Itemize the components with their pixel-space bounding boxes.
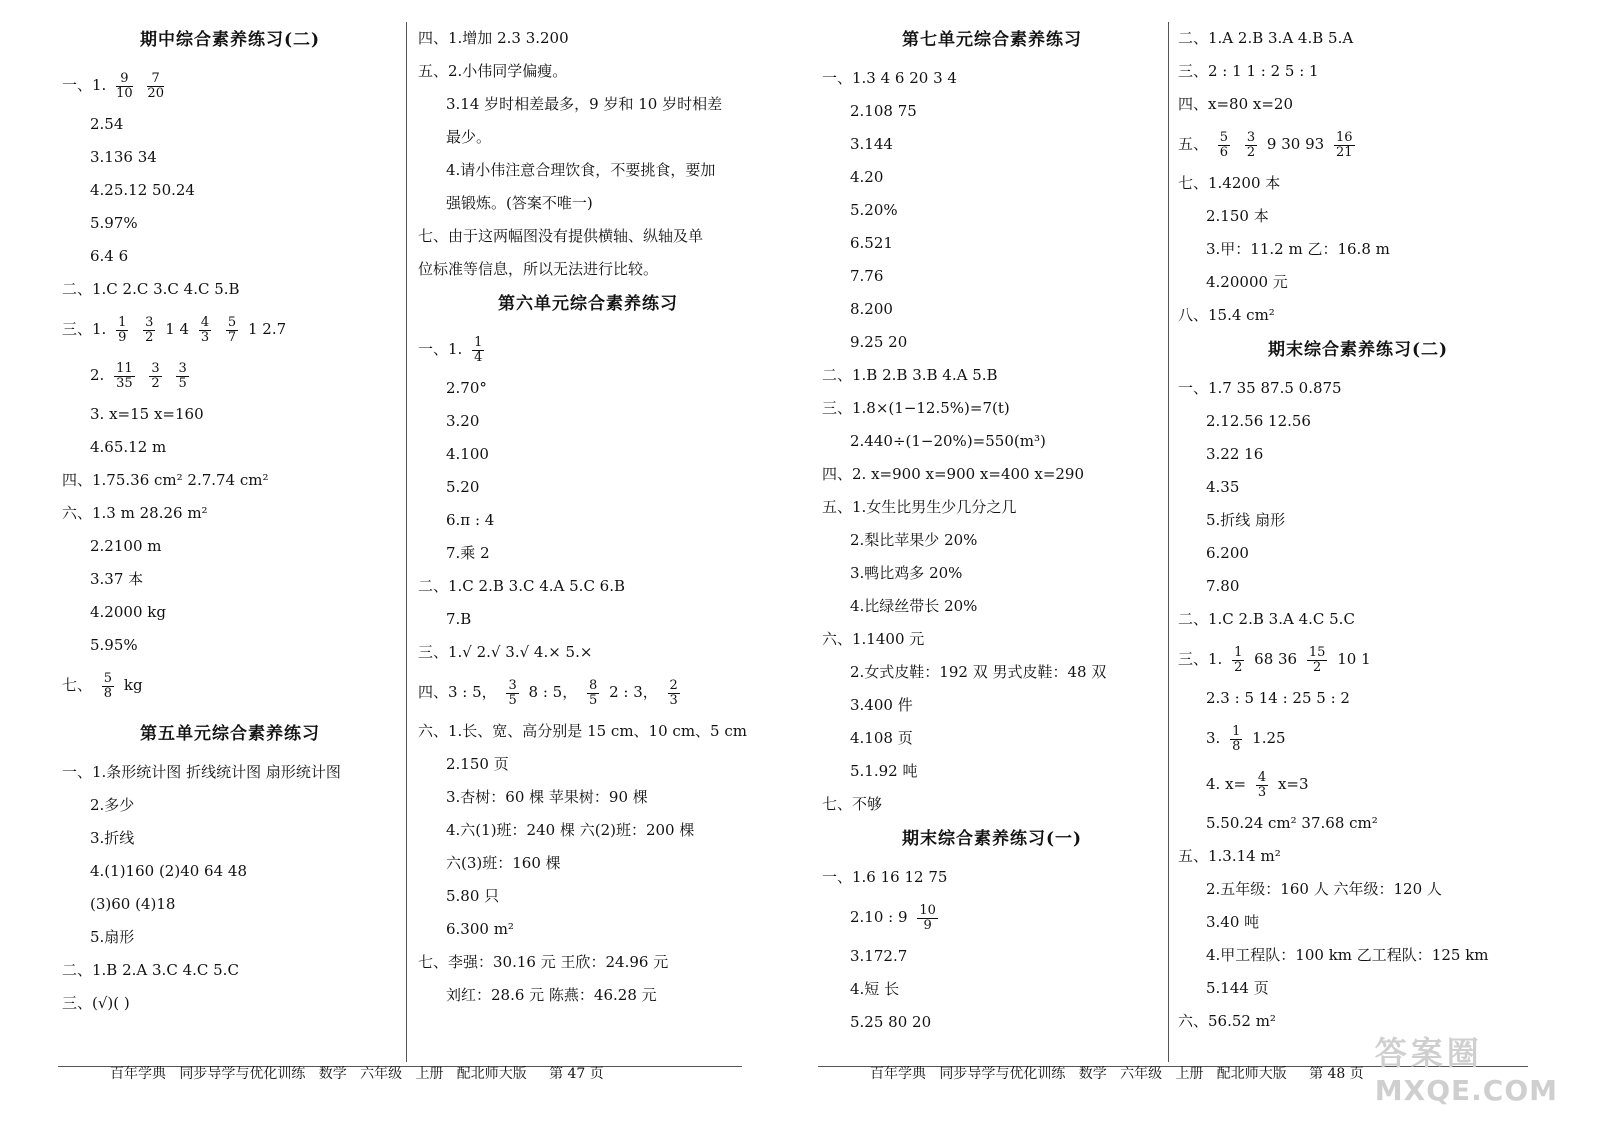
answer-line: 四、x=80 x=20 [1178, 95, 1293, 113]
answer-line: 五、 $\frac{5}{6}$ $\frac{3}{2}$ 9 30 93 $\frac{16}{21}$ [1178, 129, 1353, 160]
answer-line: 9.25 20 [850, 333, 908, 351]
answer-line: 六、1.1400 元 [822, 630, 925, 648]
answer-line: 3.20 [446, 412, 480, 430]
fraction: $\frac{11}{35}$ [116, 360, 133, 391]
section-title: 期中综合素养练习(二) [139, 30, 321, 50]
answer-line: 2.多少 [90, 796, 135, 814]
answer-line: 5.95% [90, 636, 138, 654]
answer-line: 三、1. $\frac{1}{9}$ $\frac{3}{2}$ 1 4 $\frac{4}{3}$ $\frac{5}{7}$ 1 2.7 [62, 314, 287, 345]
answer-line: 2.440÷(1−20%)=550(m³) [850, 432, 1046, 450]
fraction: $\frac{1}{2}$ [1234, 644, 1243, 675]
answer-line: 四、2. x=900 x=900 x=400 x=290 [822, 465, 1085, 483]
section-title: 第七单元综合素养练习 [902, 30, 1082, 50]
answer-line: 5.1.92 吨 [850, 762, 918, 780]
answer-line: 3.杏树：60 棵 苹果树：90 棵 [446, 788, 648, 806]
section-title: 期末综合素养练习(二) [1267, 340, 1449, 360]
answer-line: 3.鸭比鸡多 20% [850, 564, 963, 582]
fraction: $\frac{7}{20}$ [147, 70, 164, 101]
answer-line: 6.200 [1206, 544, 1249, 562]
answer-line: 2.3 : 5 14 : 25 5 : 2 [1206, 689, 1350, 707]
answer-line: 二、1.A 2.B 3.A 4.B 5.A [1178, 29, 1354, 47]
fraction: $\frac{3}{2}$ [145, 314, 154, 345]
answer-line: 4.请小伟注意合理饮食，不要挑食，要加 [446, 161, 716, 179]
page-footer: 百年学典 同步导学与优化训练 数学 六年级 上册 配北师大版 第 47 页 [110, 1066, 604, 1082]
answer-line: 2.五年级：160 人 六年级：120 人 [1206, 880, 1442, 898]
answer-line: 8.200 [850, 300, 893, 318]
answer-line: 一、1. $\frac{1}{4}$ [418, 334, 483, 365]
answer-line: 一、1.6 16 12 75 [822, 868, 948, 886]
answer-line: 3.14 岁时相差最多，9 岁和 10 岁时相差 [446, 95, 723, 113]
answer-line: 7.80 [1206, 577, 1240, 595]
answer-line: 四、1.增加 2.3 3.200 [418, 29, 569, 47]
answer-line: 六、56.52 m² [1178, 1012, 1276, 1030]
answer-line: 3.400 件 [850, 696, 913, 714]
answer-line: 2.70° [446, 379, 487, 397]
answer-line: 5.扇形 [90, 928, 135, 946]
page-number: 第 48 页 [1309, 1066, 1364, 1082]
answer-line: 4.35 [1206, 478, 1240, 496]
answer-line: 2.梨比苹果少 20% [850, 531, 978, 549]
fraction: $\frac{4}{3}$ [200, 314, 210, 345]
section-title: 期末综合素养练习(一) [901, 829, 1083, 849]
page-footer: 百年学典 同步导学与优化训练 数学 六年级 上册 配北师大版 第 48 页 [870, 1066, 1364, 1082]
answer-line: 4. x= $\frac{4}{3}$ x=3 [1206, 769, 1309, 800]
fraction: $\frac{10}{9}$ [919, 902, 936, 933]
watermark-logo-text: 答案圈 [1374, 1034, 1483, 1072]
answer-line: 2.2100 m [90, 537, 162, 555]
answer-line: 4.108 页 [850, 729, 913, 747]
answer-line: 二、1.B 2.A 3.C 4.C 5.C [62, 961, 239, 979]
fraction: $\frac{9}{10}$ [116, 70, 133, 101]
fraction: $\frac{5}{7}$ [227, 314, 237, 345]
answer-line: 4.甲工程队：100 km 乙工程队：125 km [1206, 946, 1489, 964]
column-divider [406, 22, 407, 1062]
answer-line: 七、李强：30.16 元 王欣：24.96 元 [418, 953, 669, 971]
right-page [800, 0, 1600, 1147]
answer-line: 八、15.4 cm² [1178, 306, 1275, 324]
answer-line: 6.π : 4 [446, 511, 495, 529]
answer-line: 五、1.女生比男生少几分之几 [822, 498, 1017, 516]
watermark-url: MXQE.COM [1374, 1074, 1558, 1107]
answer-line: 一、1. $\frac{9}{10}$ $\frac{7}{20}$ [62, 70, 164, 101]
answer-line: 3.172.7 [850, 947, 908, 965]
answer-line: 5.144 页 [1206, 979, 1269, 997]
answer-line: 4.100 [446, 445, 489, 463]
answer-line: 4.(1)160 (2)40 64 48 [90, 862, 248, 880]
answer-line: 2.150 页 [446, 755, 509, 773]
fraction: $\frac{15}{2}$ [1308, 644, 1326, 675]
answer-line: 3.22 16 [1206, 445, 1264, 463]
answer-line: 三、2 : 1 1 : 2 5 : 1 [1178, 62, 1319, 80]
answer-line: 六、1.3 m 28.26 m² [62, 504, 208, 522]
answer-line: 位标准等信息，所以无法进行比较。 [418, 260, 659, 278]
answer-line: 七、不够 [822, 795, 883, 813]
answer-line: 二、1.B 2.B 3.B 4.A 5.B [822, 366, 998, 384]
answer-line: 六、1.长、宽、高分别是 15 cm、10 cm、5 cm [418, 722, 747, 740]
answer-line: 5.25 80 20 [850, 1013, 932, 1031]
fraction: $\frac{1}{8}$ [1232, 723, 1241, 754]
answer-line: 3.37 本 [90, 570, 144, 588]
answer-line: 7.76 [850, 267, 884, 285]
fraction: $\frac{2}{3}$ [669, 677, 678, 708]
answer-line: 5.折线 扇形 [1206, 511, 1286, 529]
left-page-column-1 [62, 22, 398, 1020]
answer-line: 2.女式皮鞋：192 双 男式皮鞋：48 双 [850, 663, 1107, 681]
answer-line: 4.2000 kg [90, 603, 166, 621]
answer-line: 五、1.3.14 m² [1178, 847, 1281, 865]
answer-line: 三、1. $\frac{1}{2}$ 68 36 $\frac{15}{2}$ 10 1 [1178, 644, 1371, 675]
fraction: $\frac{1}{9}$ [118, 314, 127, 345]
answer-line: 六(3)班：160 棵 [446, 854, 561, 872]
answer-line: 5.20 [446, 478, 480, 496]
answer-line: 2.150 本 [1206, 207, 1269, 225]
answer-line: 6.4 6 [90, 247, 129, 265]
answer-line: 一、1.7 35 87.5 0.875 [1178, 379, 1342, 397]
answer-line: 三、(√)( ) [62, 994, 130, 1012]
answer-line: 一、1.3 4 6 20 3 4 [822, 69, 957, 87]
answer-line: 最少。 [446, 128, 492, 146]
fraction: $\frac{5}{8}$ [103, 670, 113, 701]
left-page-column-2 [418, 22, 758, 1012]
answer-line: 6.300 m² [446, 920, 514, 938]
answer-line: 3. x=15 x=160 [90, 405, 204, 423]
answer-line: 二、1.C 2.C 3.C 4.C 5.B [62, 280, 240, 298]
answer-line: 4.短 长 [850, 980, 900, 998]
page-number: 第 47 页 [549, 1066, 604, 1082]
answer-line: 3.136 34 [90, 148, 157, 166]
answer-line: 四、1.75.36 cm² 2.7.74 cm² [62, 471, 269, 489]
answer-line: 强锻炼。(答案不唯一) [446, 194, 593, 212]
section-title: 第五单元综合素养练习 [140, 724, 320, 744]
answer-line: 一、1.条形统计图 折线统计图 扇形统计图 [62, 763, 341, 781]
answer-line: 2.108 75 [850, 102, 917, 120]
answer-line: 7.B [446, 610, 472, 628]
fraction: $\frac{3}{2}$ [151, 360, 160, 391]
answer-line: 二、1.C 2.B 3.C 4.A 5.C 6.B [418, 577, 626, 595]
right-page-column-2 [1178, 22, 1538, 1038]
site-watermark [1375, 1028, 1558, 1107]
answer-line: 5.97% [90, 214, 138, 232]
answer-line: 3.40 吨 [1206, 913, 1260, 931]
answer-line: 2.54 [90, 115, 124, 133]
answer-line: 6.521 [850, 234, 893, 252]
answer-line: 4.比绿丝带长 20% [850, 597, 978, 615]
fraction: $\frac{3}{5}$ [178, 360, 187, 391]
answer-line: 4.25.12 50.24 [90, 181, 195, 199]
answer-line: 七、由于这两幅图没有提供横轴、纵轴及单 [418, 227, 704, 245]
fraction: $\frac{3}{2}$ [1246, 129, 1256, 160]
answer-line: 4.六(1)班：240 棵 六(2)班：200 棵 [446, 821, 695, 839]
answer-line: 2.10 : 9 $\frac{10}{9}$ [850, 902, 936, 933]
answer-line: 3.折线 [90, 829, 135, 847]
answer-line: 五、2.小伟同学偏瘦。 [418, 62, 568, 80]
answer-line: 二、1.C 2.B 3.A 4.C 5.C [1178, 610, 1355, 628]
answer-line: 5.80 只 [446, 887, 500, 905]
answer-line: 四、3 : 5， $\frac{3}{5}$ 8 : 5， $\frac{8}{5}$ 2 : 3， $\frac{2}{3}$ [418, 677, 678, 708]
fraction: $\frac{1}{4}$ [474, 334, 483, 365]
fraction: $\frac{16}{21}$ [1335, 129, 1353, 160]
answer-line: 七、 $\frac{5}{8}$ kg [62, 670, 143, 701]
answer-line: 5.20% [850, 201, 898, 219]
answer-line: 3. $\frac{1}{8}$ 1.25 [1206, 723, 1286, 754]
answer-line: 2.12.56 12.56 [1206, 412, 1311, 430]
answer-line: 七、1.4200 本 [1178, 174, 1281, 192]
answer-line: 4.65.12 m [90, 438, 167, 456]
fraction: $\frac{8}{5}$ [589, 677, 598, 708]
answer-line: 4.20 [850, 168, 884, 186]
answer-line: 三、1.8×(1−12.5%)=7(t) [822, 399, 1010, 417]
answer-line: 刘红：28.6 元 陈燕：46.28 元 [446, 986, 657, 1004]
answer-line: 7.乘 2 [446, 544, 490, 562]
column-divider [1168, 22, 1169, 1062]
fraction: $\frac{3}{5}$ [508, 677, 517, 708]
right-page-column-1 [822, 22, 1162, 1039]
answer-line: 5.50.24 cm² 37.68 cm² [1206, 814, 1378, 832]
fraction: $\frac{5}{6}$ [1219, 129, 1229, 160]
answer-line: 3.144 [850, 135, 893, 153]
answer-line: 4.20000 元 [1206, 273, 1288, 291]
fraction: $\frac{4}{3}$ [1257, 769, 1267, 800]
answer-line: 3.甲：11.2 m 乙：16.8 m [1206, 240, 1390, 258]
answer-line: 2. $\frac{11}{35}$ $\frac{3}{2}$ $\frac{3}{5}$ [90, 360, 187, 391]
section-title: 第六单元综合素养练习 [498, 294, 678, 314]
answer-line: 三、1.√ 2.√ 3.√ 4.× 5.× [418, 643, 593, 661]
answer-line: (3)60 (4)18 [90, 895, 176, 913]
